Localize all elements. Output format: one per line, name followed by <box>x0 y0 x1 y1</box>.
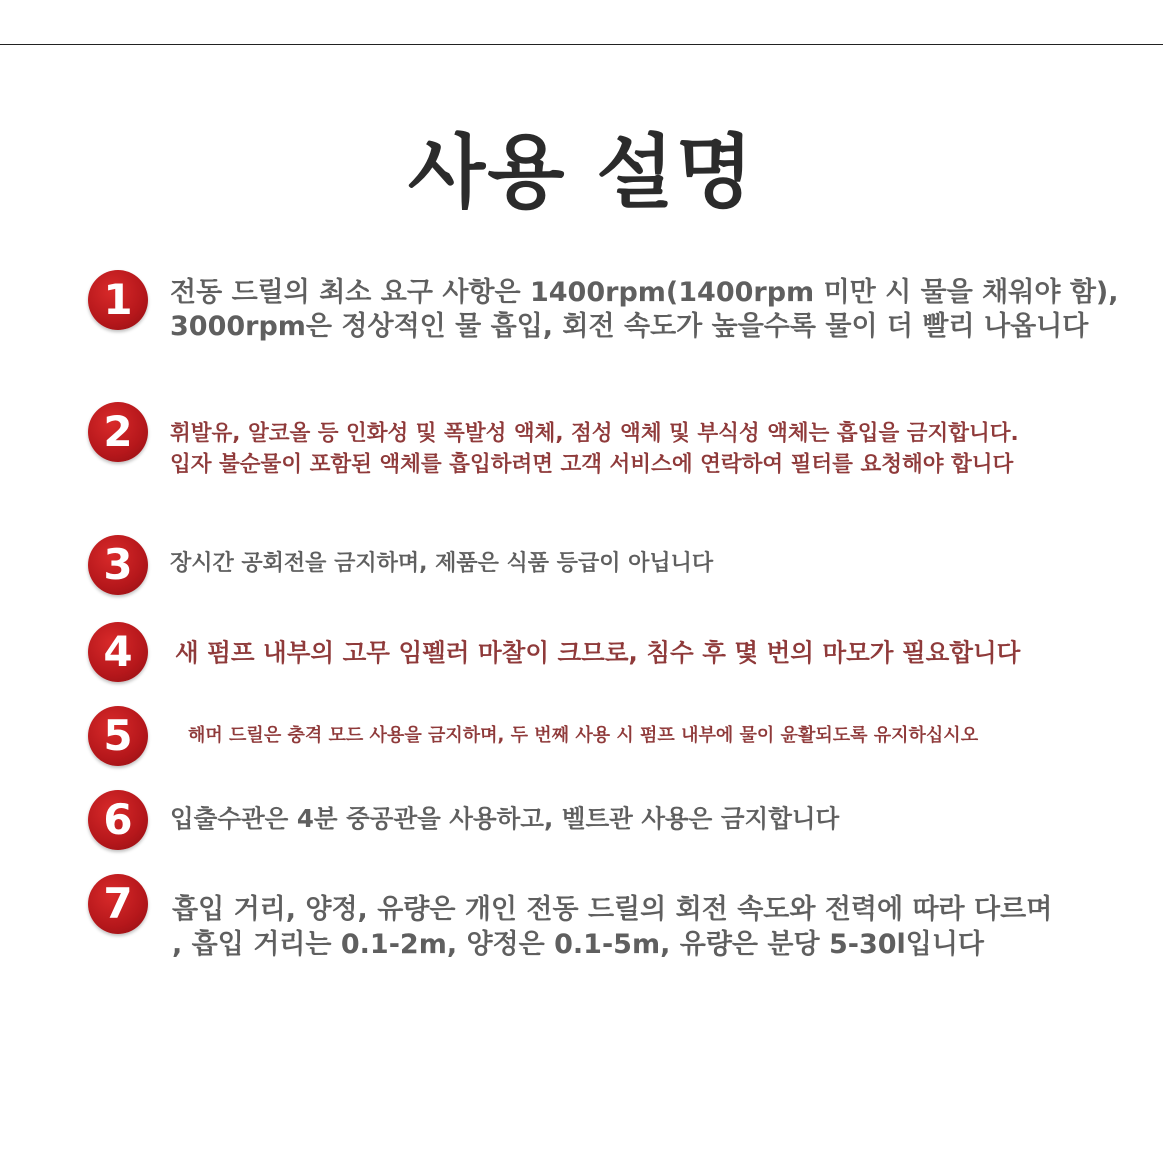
top-divider <box>0 44 1163 45</box>
number-badge-4: 4 <box>88 622 148 682</box>
page-title: 사용 설명 <box>408 126 755 219</box>
instruction-5-line-1: 해머 드릴은 충격 모드 사용을 금지하며, 두 번째 사용 시 펌프 내부에 물이 윤활되도록 유지하십시오 <box>188 725 979 746</box>
instruction-text-4 <box>175 636 1105 670</box>
instruction-2-line-2: 입자 불순물이 포함된 액체를 흡입하려면 고객 서비스에 연락하여 필터를 요청해야 합니다 <box>170 452 1014 477</box>
instruction-1-line-2: 3000rpm은 정상적인 물 흡입, 회전 속도가 높을수록 물이 더 빨리 나옵니다 <box>170 311 1089 342</box>
instruction-2-line-1: 휘발유, 알코올 등 인화성 및 폭발성 액체, 점성 액체 및 부식성 액체는 흡입을 금지합니다. <box>170 421 1019 446</box>
instruction-text-2 <box>170 418 1100 480</box>
number-badge-7: 7 <box>88 874 148 934</box>
number-badge-2: 2 <box>88 402 148 462</box>
instruction-1-line-1: 전동 드릴의 최소 요구 사항은 1400rpm(1400rpm 미만 시 물을 채워야 함), <box>170 277 1119 308</box>
number-badge-6: 6 <box>88 790 148 850</box>
instruction-6-line-1: 입출수관은 4분 중공관을 사용하고, 벨트관 사용은 금지합니다 <box>170 804 840 833</box>
instruction-7-line-1: 흡입 거리, 양정, 유량은 개인 전동 드릴의 회전 속도와 전력에 따라 다르며 <box>172 894 1053 925</box>
instruction-4-line-1: 새 펌프 내부의 고무 임펠러 마찰이 크므로, 침수 후 몇 번의 마모가 필요합니다 <box>175 638 1021 667</box>
instruction-text-1 <box>170 276 1119 344</box>
instruction-text-5 <box>188 722 1118 750</box>
instruction-text-7 <box>172 892 1102 962</box>
number-badge-5: 5 <box>88 706 148 766</box>
number-badge-3: 3 <box>88 535 148 595</box>
number-badge-1: 1 <box>88 270 148 330</box>
instruction-text-3 <box>170 549 1100 579</box>
instruction-3-line-1: 장시간 공회전을 금지하며, 제품은 식품 등급이 아닙니다 <box>170 551 714 576</box>
instruction-text-6 <box>170 802 1100 836</box>
instruction-7-line-2: , 흡입 거리는 0.1-2m, 양정은 0.1-5m, 유량은 분당 5-30l입니다 <box>172 929 985 960</box>
